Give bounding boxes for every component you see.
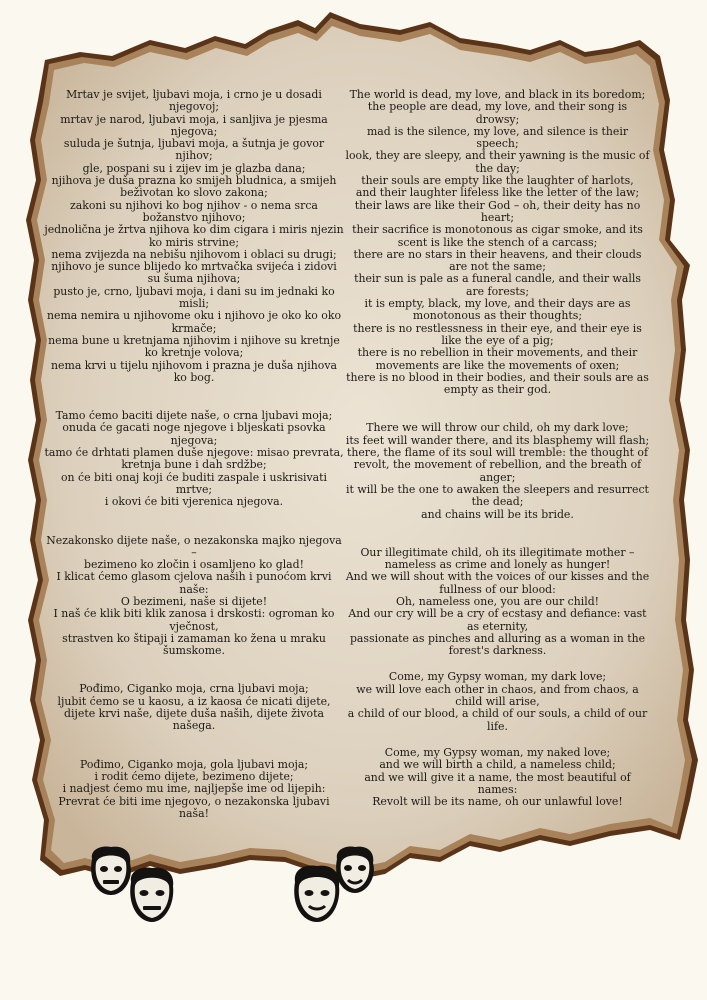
poem-line: look, they are sleepy, and their yawning is the music of the day; [345,149,650,175]
poem-line: onuda će gacati noge njegove i bljeskati psovka njegova; [62,421,326,447]
poem-line: The world is dead, my love, and black in its boredom; [349,88,646,101]
croatian-poem [44,89,344,846]
poem-line: Prevrat će biti ime njegovo, o nezakonska ljubavi naša! [58,794,330,820]
poem-line: Tamo ćemo baciti dijete naše, o crna ljubavi moja; [55,409,333,423]
poem-line: there is no rebellion in their movements, and their movements are like the movements of oxen; [357,346,638,372]
poem-line: I klicat ćemo glasom cjelova naših i punoćom krvi naše: [56,570,332,596]
poem-line: pusto je, crno, ljubavi moja, i dani su im jednaki ko misli; [53,284,335,311]
poem-line: i rodit ćemo dijete, bezimeno dijete; [94,769,294,783]
poem-line: O bezimeni, naše si dijete! [120,594,268,608]
poem-line: nema krvi u tijelu njihovom i prazna je duša njihova ko bog. [51,358,337,384]
poem-line: dijete krvi naše, dijete duša naših, dijete života našega. [64,707,324,733]
poem-line: there, the flame of its soul will tremble: the thought of revolt, the movement of rebellion, and the breath of anger; [346,446,649,484]
poem-line: nema nemira u njihovome oku i njihovo je oko ko oko krmače; [46,309,341,335]
poem-line: bezimeno ko zločin i osamljeno ko glad! [83,558,305,572]
poem-line: strastven ko štipaji i zamaman ko žena u mraku šumskome. [62,631,326,658]
poem-line: their souls are empty like the laughter of harlots, [361,174,634,188]
poem-line: and their laughter lifeless like the letter of the law; [355,186,640,200]
poem-line: their sun is pale as a funeral candle, and their walls are forests; [354,272,641,298]
poem-line: on će biti onaj koji će buditi zaspale i uskrisivati mrtve; [60,470,328,496]
poem-line: its feet will wander there, and its blasphemy will flash; [345,433,650,447]
stanza-4-hr [44,683,344,732]
poem-line: a child of our blood, a child of our souls, a child of our life. [347,707,648,733]
stanza-3-en [345,547,650,658]
poem-line: it will be the one to awaken the sleepers and resurrect the dead; [346,482,649,509]
poem-line: I naš će klik biti klik zanosa i drskosti: ogroman ko vječnost, [53,607,335,633]
stanza-2-en [345,422,650,520]
stanza-4-en [345,671,650,732]
stanza-1-hr [44,89,344,384]
poem-line: ljubit ćemo se u kaosu, a iz kaosa će nicati dijete, [57,694,331,708]
stanza-5-hr [44,759,344,820]
poem-line: their sacrifice is monotonous as cigar smoke, and its scent is like the stench of a carcass; [352,223,643,249]
stanza-3-hr [44,535,344,658]
poem-line: mrtav je narod, ljubavi moja, i sanljiva je pjesma njegova; [60,112,328,138]
poem-line: And our cry will be a cry of ecstasy and defiance: vast as eternity, [348,607,647,633]
english-poem [345,89,650,834]
poem-line: the people are dead, my love, and their song is drowsy; [367,100,628,126]
poem-line: zakoni su njihovi ko bog njihov - o nema srca božanstvo njihovo; [70,198,318,224]
poem-line: i nadjest ćemo mu ime, najljepše ime od lijepih: [62,782,326,796]
poem-line: there are no stars in their heavens, and their clouds are not the same; [353,247,642,274]
poem-line: passionate as pinches and alluring as a woman in the forest's darkness. [349,631,646,658]
poem-line: Our illegitimate child, oh its illegitimate mother – nameless as crime and lonely as hunger! [360,545,635,572]
poem-line: Pođimo, Ciganko moja, gola ljubavi moja; [79,757,309,771]
stanza-5-en [345,747,650,808]
poem-line: njihova je duša prazna ko smijeh bludnica, a smijeh beživotan ko slovo zakona; [51,174,337,200]
poem-line: and we will birth a child, a nameless child; [379,758,616,772]
poem-line: and we will give it a name, the most beautiful of names: [364,770,631,796]
poem-line: it is empty, black, my love, and their days are as monotonous as their thoughts; [364,297,631,323]
poem-line: Mrtav je svijet, ljubavi moja, i crno je u dosadi njegovoj; [66,88,322,114]
stanza-2-hr [44,410,344,508]
poem-line: Revolt will be its name, oh our unlawful love! [372,795,623,809]
poem-line: njihovo je sunce blijedo ko mrtvačka svijeća i zidovi su šuma njihova; [51,260,337,286]
poem-line: we will love each other in chaos, and from chaos, a child will arise, [356,682,639,709]
stanza-1-en [345,89,650,396]
poem-line: mad is the silence, my love, and silence is their speech; [366,124,629,151]
poem-line: gle, pospani su i zijev im je glazba dana; [82,161,306,175]
poem-line: Oh, nameless one, you are our child! [395,594,600,608]
poem-line: And we will shout with the voices of our kisses and the fullness of our blood: [345,570,650,596]
poem-line: there is no restlessness in their eye, and their eye is like the eye of a pig; [353,321,642,347]
poem-line: Come, my Gypsy woman, my dark love; [388,670,607,684]
poem-line: Pođimo, Ciganko moja, crna ljubavi moja; [79,682,309,696]
poem-line: nema zvijezda na nebišu njihovom i oblaci su drugi; [51,247,337,261]
poem-line: Nezakonsko dijete naše, o nezakonska majko njegova – [46,533,342,559]
poem-line: i okovi će biti vjerenica njegova. [104,495,284,509]
mask-icon [333,845,377,895]
poem-line: there is no blood in their bodies, and their souls are as empty as their god. [346,370,649,397]
poem-line: jednolična je žrtva njihova ko dim cigara i miris njezin ko miris strvine; [44,223,344,249]
poem-line: suluda je šutnja, ljubavi moja, a šutnja je govor njihov; [63,137,325,163]
poem-line: nema bune u kretnjama njihovim i njihove su kretnje ko kretnje volova; [48,333,340,360]
poem-line: Come, my Gypsy woman, my naked love; [384,745,611,759]
mask-icon [127,866,177,924]
poem-line: and chains will be its bride. [421,507,574,521]
poem-line: their laws are like their God – oh, their deity has no heart; [354,198,641,224]
poem-line: There we will throw our child, oh my dark love; [366,421,629,435]
poem-line: tamo će drhtati plamen duše njegove: misao prevrata, kretnja bune i dah srdžbe; [44,446,344,472]
